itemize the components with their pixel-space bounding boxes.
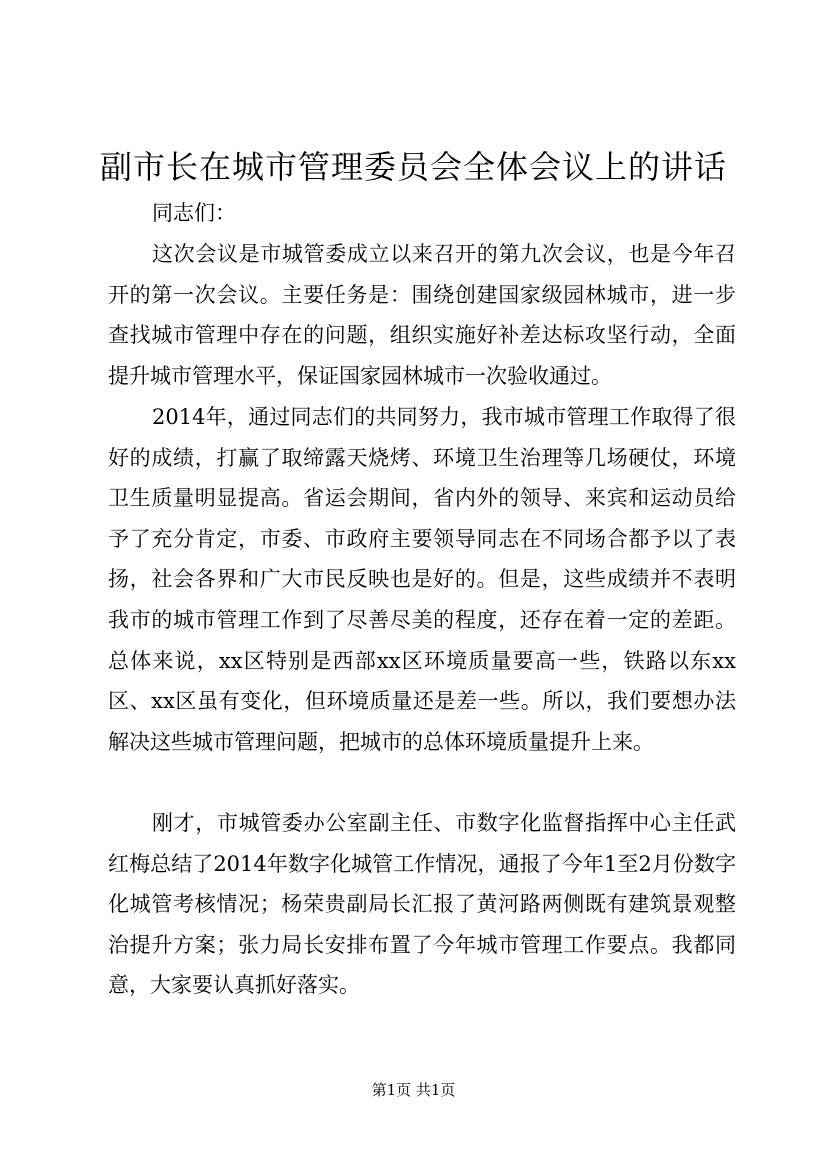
body-paragraph: 这次会议是市城管委成立以来召开的第九次会议，也是今年召开的第一次会议。主要任务是：围绕创建国家级园林城市，进一步查找城市管理中存在的问题，组织实施好补差达标攻坚行动，全面提升城市管理水平，保证国家园林城市一次验收通过。 xyxy=(108,242,736,388)
document-title: 副市长在城市管理委员会全体会议上的讲话 xyxy=(99,148,727,186)
body-paragraph: 2014年，通过同志们的共同努力，我市城市管理工作取得了很好的成绩，打赢了取缔露天烧烤、环境卫生治理等几场硬仗，环境卫生质量明显提高。省运会期间，省内外的领导、来宾和运动员给予了充分肯定，市委、市政府主要领导同志在不同场合都予以了表扬，社会各界和广大市民反映也是好的。但是，这些成绩并不表明我市的城市管理工作到了尽善尽美的程度，还存在着一定的差距。总体来说，xx区特别是西部xx区环境质量要高一些，铁路以东xx区、xx区虽有变化，但环境质量还是差一些。所以，我们要想办法解决这些城市管理问题，把城市的总体环境质量提升上来。 xyxy=(108,405,736,754)
page-number-footer: 第1页 共1页 xyxy=(371,1081,456,1099)
body-paragraph: 刚才，市城管委办公室副主任、市数字化监督指挥中心主任武红梅总结了2014年数字化城管工作情况，通报了今年1至2月份数字化城管考核情况；杨荣贵副局长汇报了黄河路两侧既有建筑景观整治提升方案；张力局长安排布置了今年城市管理工作要点。我都同意，大家要认真抓好落实。 xyxy=(108,811,736,998)
greeting-line: 同志们： xyxy=(152,201,236,225)
